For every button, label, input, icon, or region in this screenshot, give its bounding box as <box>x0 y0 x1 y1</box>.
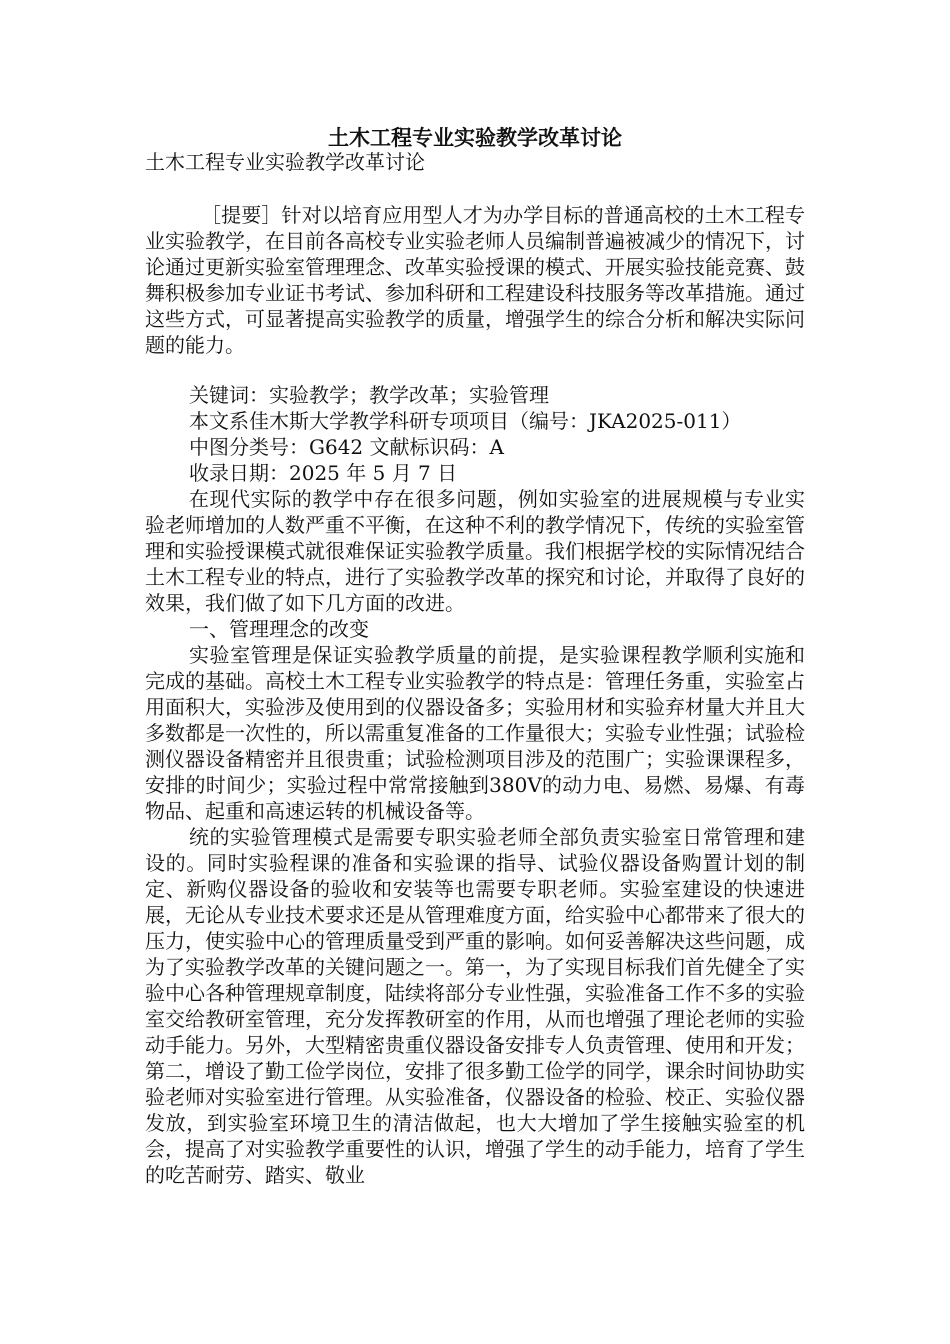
body-paragraph: 统的实验管理模式是需要专职实验老师全部负责实验室日常管理和建设的。同时实验程课的准备和实验课的指导、试验仪器设备购置计划的制定、新购仪器设备的验收和安装等也需要专职老师。实验室建设的快速进展，无论从专业技术要求还是从管理难度方面，给实验中心都带来了很大的压力，使实验中心的管理质量受到严重的影响。如何妥善解决这些问题，成为了实验教学改革的关键问题之一。第一，为了实现目标我们首先健全了实验中心各种管理规章制度，陆续将部分专业性强，实验准备工作不多的实验室交给教研室管理，充分发挥教研室的作用，从而也增强了理论老师的实验动手能力。另外，大型精密贵重仪器设备安排专人负责管理、使用和开发；第二，增设了勤工俭学岗位，安排了很多勤工俭学的同学，课余时间协助实验老师对实验室进行管理。从实验准备，仪器设备的检验、校正、实验仪器发放，到实验室环境卫生的清洁做起，也大大增加了学生接触实验室的机会，提高了对实验教学重要性的认识，增强了学生的动手能力，培育了学生的吃苦耐劳、踏实、敬业 <box>145 825 805 1187</box>
document-subtitle: 土木工程专业实验教学改革讨论 <box>145 150 425 174</box>
document-title: 土木工程专业实验教学改革讨论 <box>328 125 622 150</box>
classification-line: 中图分类号：G642 文献标识码：A <box>189 435 504 459</box>
received-date-line: 收录日期：2025 年 5 月 7 日 <box>189 461 458 485</box>
abstract-paragraph: ［提要］针对以培育应用型人才为办学目标的普通高校的土木工程专业实验教学，在目前各高校专业实验老师人员编制普遍被减少的情况下，讨论通过更新实验室管理理念、改革实验授课的模式、开展实验技能竞赛、鼓舞积极参加专业证书考试、参加科研和工程建设科技服务等改革措施。通过这些方式，可显著提高实验教学的质量，增强学生的综合分析和解决实际问题的能力。 <box>145 203 805 357</box>
intro-paragraph: 在现代实际的教学中存在很多问题，例如实验室的进展规模与专业实验老师增加的人数严重不平衡，在这种不利的教学情况下，传统的实验室管理和实验授课模式就很难保证实验教学质量。我们根据学校的实际情况结合土木工程专业的特点，进行了实验教学改革的探究和讨论，并取得了良好的效果，我们做了如下几方面的改进。 <box>145 487 805 615</box>
spacer <box>145 175 805 202</box>
body-paragraph: 实验室管理是保证实验教学质量的前提，是实验课程教学顺利实施和完成的基础。高校土木工程专业实验教学的特点是：管理任务重，实验室占用面积大，实验涉及使用到的仪器设备多；实验用材和实验弃材量大并且大多数都是一次性的，所以需重复准备的工作量很大；实验专业性强；试验检测仪器设备精密并且很贵重；试验检测项目涉及的范围广；实验课课程多，安排的时间少；实验过程中常常接触到380V的动力电、易燃、易爆、有毒物品、起重和高速运转的机械设备等。 <box>145 643 805 823</box>
spacer <box>145 358 805 382</box>
document-body <box>145 149 805 1188</box>
project-line: 本文系佳木斯大学教学科研专项项目（编号：JKA2025-011） <box>189 409 742 433</box>
section-heading: 一、管理理念的改变 <box>189 617 369 641</box>
keywords-line: 关键词：实验教学；教学改革；实验管理 <box>189 383 549 407</box>
